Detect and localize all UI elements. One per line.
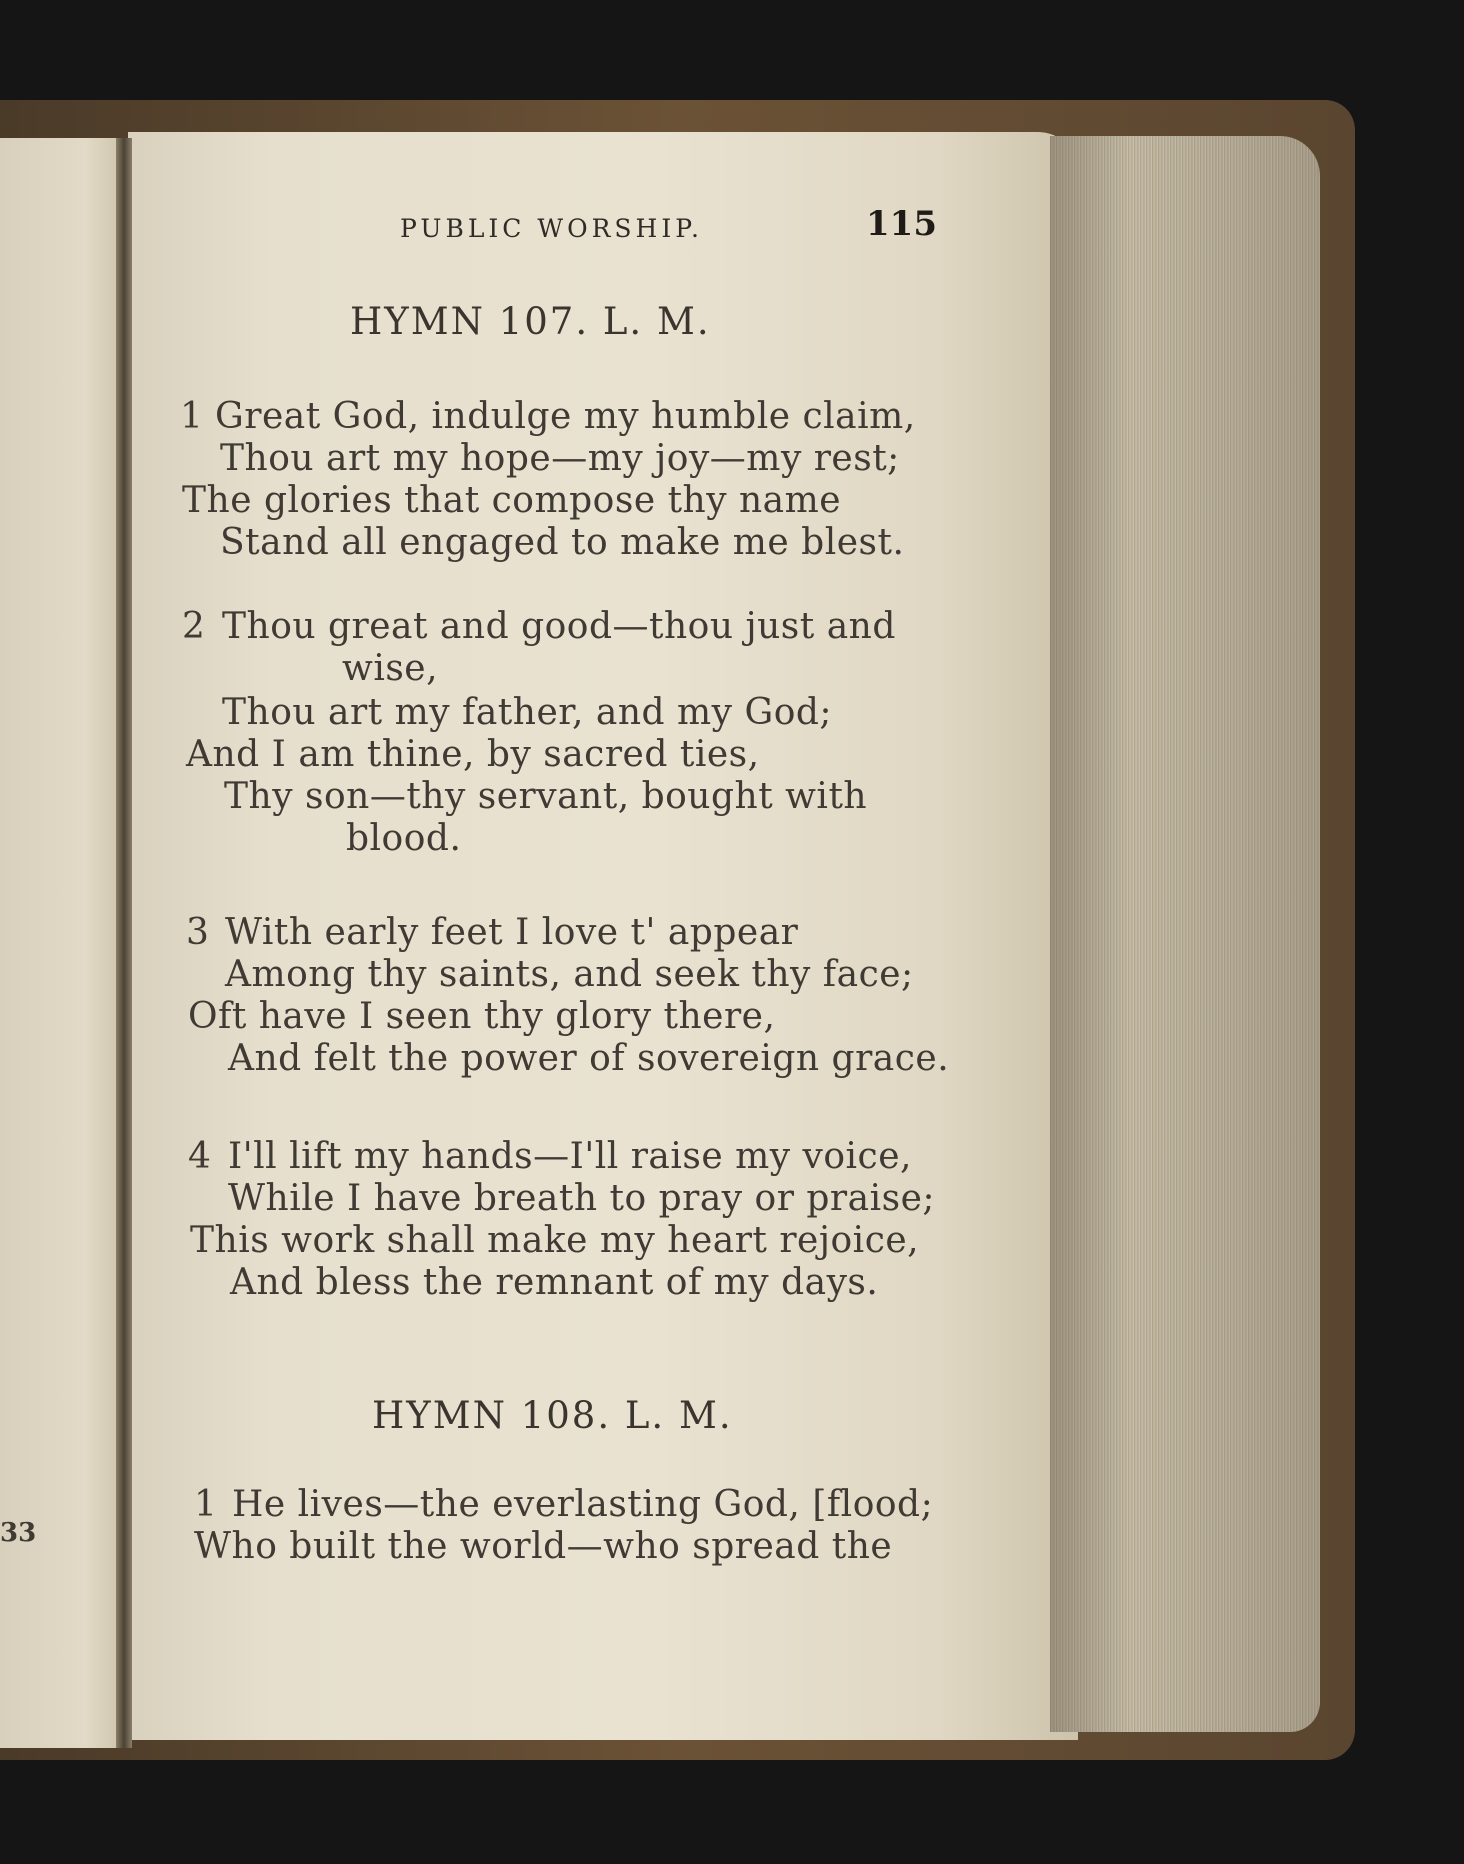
verse-line: Oft have I seen thy glory there,: [188, 996, 776, 1037]
verse-line: He lives—the everlasting God, [flood;: [232, 1484, 934, 1525]
left-page: [0, 138, 122, 1748]
verse-line: Great God, indulge my humble claim,: [215, 396, 916, 437]
verse-line: blood.: [346, 818, 462, 859]
page-number: 115: [866, 204, 937, 244]
verse-line: Thou art my hope—my joy—my rest;: [220, 438, 900, 479]
verse-number: 3: [186, 912, 209, 953]
verse-number: 4: [188, 1136, 211, 1177]
running-title: PUBLIC WORSHIP.: [400, 214, 703, 243]
verse-number: 1: [194, 1484, 217, 1525]
verse-line: Who built the world—who spread the: [194, 1526, 893, 1567]
verse-line: The glories that compose thy name: [182, 480, 842, 521]
verse-line: I'll lift my hands—I'll raise my voice,: [228, 1136, 912, 1177]
book-gutter: [116, 138, 132, 1748]
verse-line: wise,: [342, 648, 439, 689]
verse-line: And I am thine, by sacred ties,: [186, 734, 760, 775]
verse-line: And bless the remnant of my days.: [230, 1262, 879, 1303]
verse-line: With early feet I love t' appear: [225, 912, 799, 953]
verse-line: And felt the power of sovereign grace.: [228, 1038, 950, 1079]
hymn-heading: HYMN 107. L. M.: [350, 300, 711, 343]
hymn-heading: HYMN 108. L. M.: [372, 1394, 733, 1437]
verse-line: Thou great and good—thou just and: [222, 606, 896, 647]
verse-line: Stand all engaged to make me blest.: [220, 522, 905, 563]
left-page-fragment: 33: [0, 1518, 37, 1548]
verse-line: While I have breath to pray or praise;: [228, 1178, 936, 1219]
verse-number: 2: [182, 606, 205, 647]
page-edges-shade: [1050, 136, 1320, 1732]
verse-number: 1: [180, 396, 203, 437]
verse-line: Thou art my father, and my God;: [222, 692, 833, 733]
verse-line: This work shall make my heart rejoice,: [190, 1220, 920, 1261]
verse-line: Among thy saints, and seek thy face;: [225, 954, 914, 995]
verse-line: Thy son—thy servant, bought with: [224, 776, 868, 817]
